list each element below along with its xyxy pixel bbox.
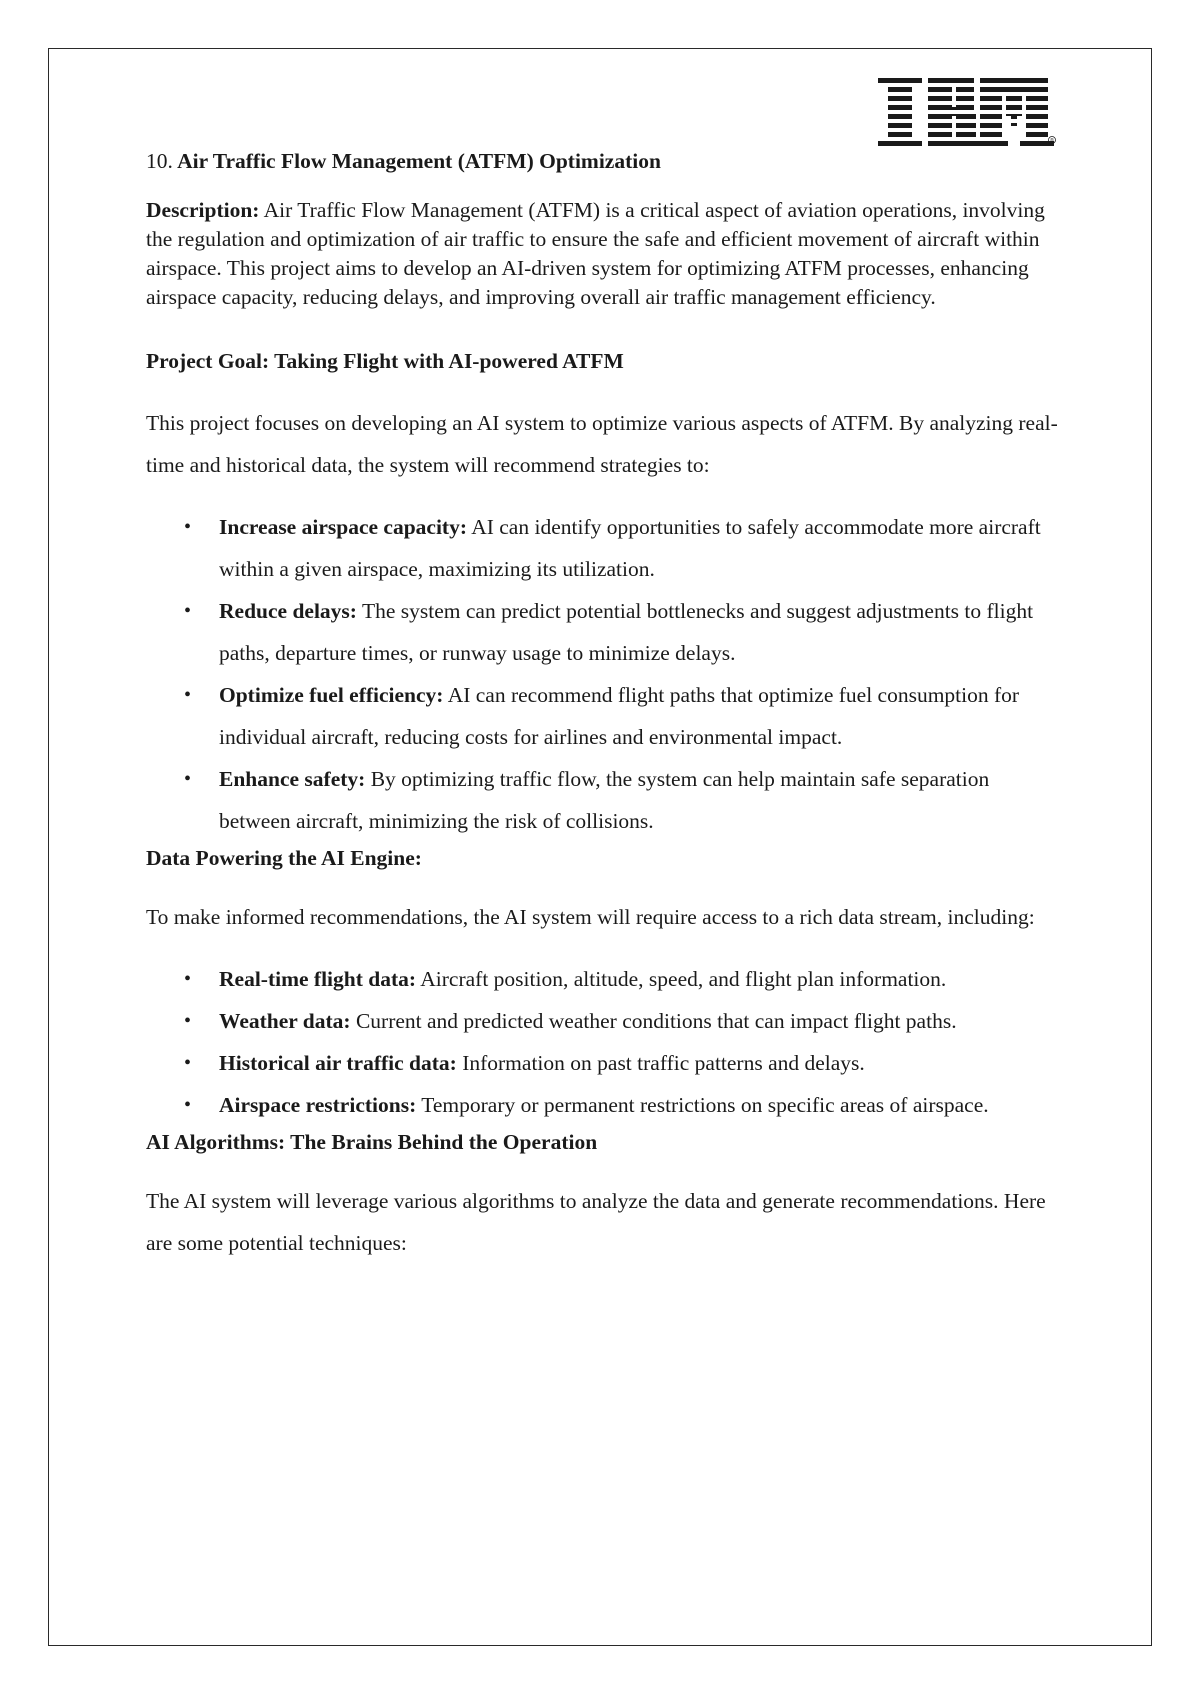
- list-item: [146, 758, 1066, 842]
- list-item-text: By optimizing traffic flow, the system can help maintain safe separation between aircraft, minimizing the risk of collisions.: [219, 767, 990, 833]
- project-goal-list: [146, 506, 1066, 842]
- list-item-text: Current and predicted weather conditions that can impact flight paths.: [355, 1009, 957, 1033]
- bullet-icon: •: [184, 768, 192, 790]
- list-item: [146, 958, 1066, 1000]
- data-section-heading: Data Powering the AI Engine:: [146, 846, 422, 870]
- list-item: [146, 590, 1066, 674]
- list-item-text: The system can predict potential bottlenecks and suggest adjustments to flight paths, departure times, or runway usage to minimize delays.: [219, 599, 1034, 665]
- list-item-label: Reduce delays:: [219, 599, 357, 623]
- list-item-text: Aircraft position, altitude, speed, and flight plan information.: [420, 967, 947, 991]
- list-item: [146, 506, 1066, 590]
- project-goal-intro: This project focuses on developing an AI system to optimize various aspects of ATFM. By analyzing real-time and historical data, the system will recommend strategies to:: [146, 411, 1058, 477]
- section-title-text: Air Traffic Flow Management (ATFM) Optimization: [177, 149, 661, 173]
- bullet-icon: •: [184, 968, 192, 990]
- list-item-label: Real-time flight data:: [219, 967, 417, 991]
- project-goal-heading: Project Goal: Taking Flight with AI-powered ATFM: [146, 349, 624, 373]
- list-item-label: Increase airspace capacity:: [219, 515, 467, 539]
- list-item-text: AI can identify opportunities to safely accommodate more aircraft within a given airspace, maximizing its utilization.: [219, 515, 1041, 581]
- list-item-label: Optimize fuel efficiency:: [219, 683, 444, 707]
- list-item-text: Temporary or permanent restrictions on specific areas of airspace.: [421, 1093, 989, 1117]
- list-item-label: Airspace restrictions:: [219, 1093, 417, 1117]
- list-item-text: AI can recommend flight paths that optimize fuel consumption for individual aircraft, reducing costs for airlines and environmental impact.: [219, 683, 1020, 749]
- list-item: [146, 674, 1066, 758]
- algorithms-section-intro: The AI system will leverage various algorithms to analyze the data and generate recommendations. Here are some potential techniques:: [146, 1189, 1046, 1255]
- description-label: Description:: [146, 198, 260, 222]
- ibm-logo: [876, 76, 1056, 146]
- description-text: Air Traffic Flow Management (ATFM) is a critical aspect of aviation operations, involving the regulation and optimization of air traffic to ensure the safe and efficient movement of aircraft within airspace. This project aims to develop an AI-driven system for optimizing ATFM processes, enhancing airspace capacity, reducing delays, and improving overall air traffic management efficiency.: [146, 198, 1045, 309]
- list-item-label: Enhance safety:: [219, 767, 366, 791]
- list-item-label: Weather data:: [219, 1009, 351, 1033]
- bullet-icon: •: [184, 684, 192, 706]
- list-item: [146, 1000, 1066, 1042]
- list-item: [146, 1042, 1066, 1084]
- list-item-text: Information on past traffic patterns and delays.: [462, 1051, 865, 1075]
- algorithms-section-heading: AI Algorithms: The Brains Behind the Operation: [146, 1130, 598, 1154]
- bullet-icon: •: [184, 1094, 192, 1116]
- list-item-label: Historical air traffic data:: [219, 1051, 457, 1075]
- bullet-icon: •: [184, 1052, 192, 1074]
- list-item: [146, 1084, 1066, 1126]
- data-section-list: [146, 958, 1066, 1126]
- section-title: [146, 146, 1066, 176]
- registered-mark: ®: [1050, 138, 1054, 144]
- bullet-icon: •: [184, 600, 192, 622]
- section-number: 10.: [146, 149, 173, 173]
- bullet-icon: •: [184, 1010, 192, 1032]
- document-body: [146, 146, 1066, 1284]
- bullet-icon: •: [184, 516, 192, 538]
- description-paragraph: [146, 196, 1066, 312]
- data-section-intro: To make informed recommendations, the AI system will require access to a rich data stream, including:: [146, 905, 1035, 929]
